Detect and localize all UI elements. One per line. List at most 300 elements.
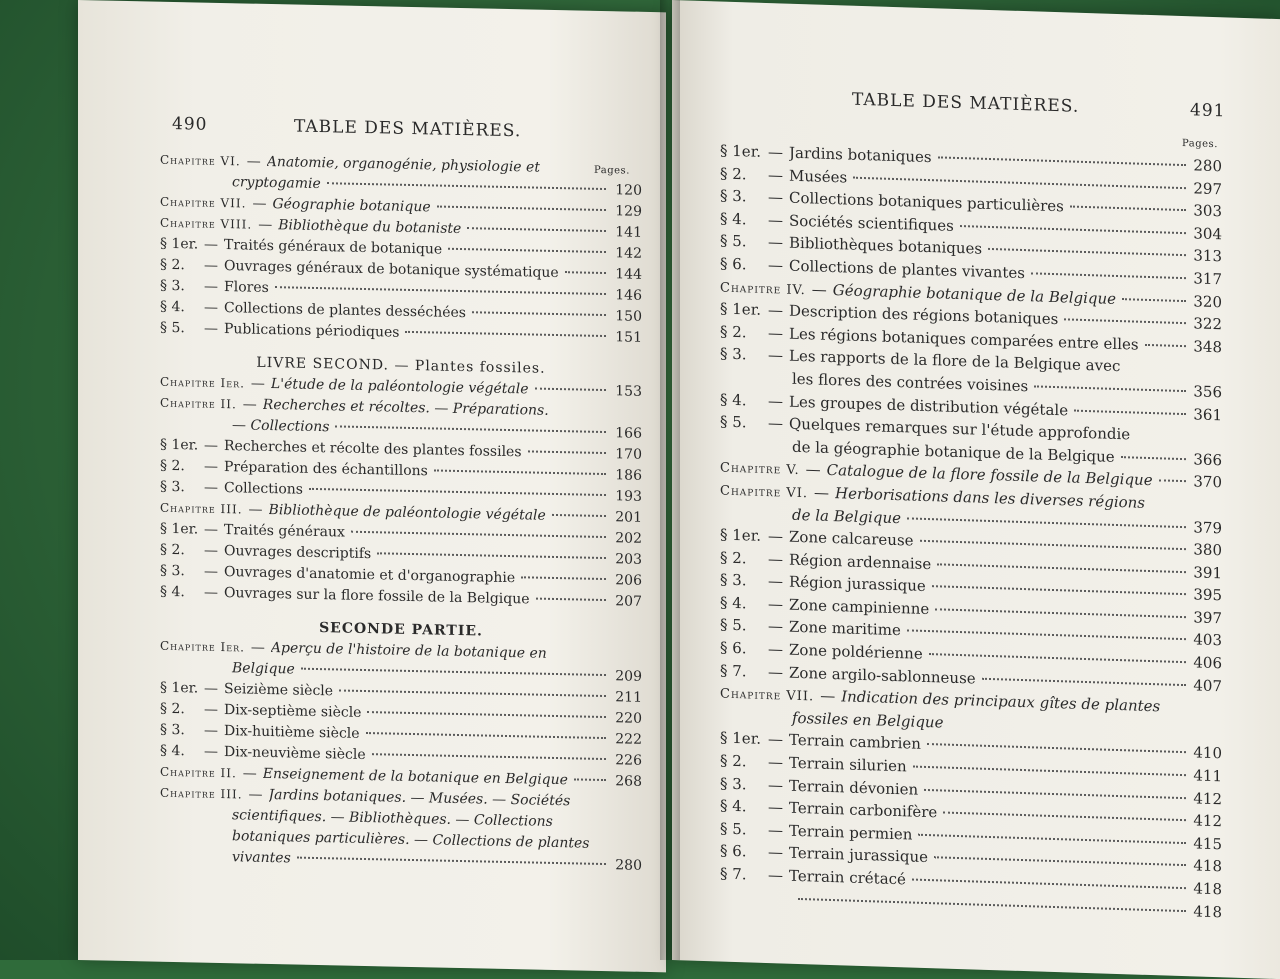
entry-page-number: 403 xyxy=(1192,631,1222,650)
section-number: § 1er. xyxy=(720,526,768,546)
section-number: § 4. xyxy=(720,797,768,817)
entry-label: Collections xyxy=(224,480,303,498)
entry-page-number xyxy=(612,827,642,828)
dot-leader xyxy=(924,789,1186,799)
chapter-number: Chapitre III. xyxy=(160,501,249,517)
entry-label: Région ardennaise xyxy=(789,550,931,572)
entry-label: Flores xyxy=(224,279,269,296)
dot-leader xyxy=(929,653,1186,663)
entry-dash: — xyxy=(243,396,263,412)
dot-leader xyxy=(553,654,606,655)
entry-dash: — xyxy=(768,188,789,207)
entry-dash: — xyxy=(204,564,224,580)
entry-label: Zone poldérienne xyxy=(789,641,923,663)
entry-label: Dix-septième siècle xyxy=(224,702,361,721)
dot-leader xyxy=(528,450,606,454)
entry-page-number: 415 xyxy=(1192,834,1222,853)
dot-leader xyxy=(521,576,606,580)
entry-label: Collections de plantes desséchées xyxy=(224,300,466,321)
dot-leader xyxy=(1070,206,1186,212)
section-number: § 7. xyxy=(720,865,768,885)
entry-page-number: 395 xyxy=(1192,586,1222,605)
toc-heading-text: SECONDE PARTIE. xyxy=(319,620,483,639)
entry-dash: — xyxy=(768,233,789,252)
dot-leader xyxy=(960,225,1186,234)
section-number: § 7. xyxy=(720,661,768,681)
entry-label: Catalogue de la flore fossile de la Belgique xyxy=(827,461,1153,489)
dot-leader xyxy=(559,822,606,823)
entry-page-number: 297 xyxy=(1192,179,1222,198)
entry-label: Recherches et récolte des plantes fossiles xyxy=(224,438,522,460)
dot-leader xyxy=(920,540,1186,550)
chapter-number: Chapitre VI. xyxy=(160,153,247,169)
section-number: § 2. xyxy=(160,458,204,475)
chapter-number: Chapitre Ier. xyxy=(160,639,251,655)
entry-label: de la Belgique xyxy=(720,503,901,527)
entry-label: Traités généraux xyxy=(224,522,345,541)
dot-leader xyxy=(1159,480,1186,483)
entry-page-number: 120 xyxy=(612,182,642,199)
entry-dash: — xyxy=(768,866,789,885)
dot-leader xyxy=(1121,456,1186,460)
entry-page-number: 407 xyxy=(1192,676,1222,695)
dot-leader xyxy=(913,766,1186,777)
entry-page-number: 410 xyxy=(1192,744,1222,763)
entry-page-number: 418 xyxy=(1192,902,1222,921)
entry-page-number: 303 xyxy=(1192,202,1222,221)
section-number: § 1er. xyxy=(720,729,768,749)
dot-leader xyxy=(982,677,1186,685)
entry-dash: — xyxy=(204,702,224,718)
entry-page-number xyxy=(612,806,642,807)
entry-page-number: 418 xyxy=(1192,879,1222,898)
entry-page-number: 142 xyxy=(612,245,642,262)
entry-dash: — xyxy=(768,301,789,320)
entry-label: — Collections xyxy=(160,416,329,436)
section-number: § 1er. xyxy=(160,437,204,454)
book-gutter xyxy=(660,0,680,960)
entry-dash: — xyxy=(768,256,789,275)
entry-label: Collections botaniques particulières xyxy=(789,189,1064,216)
entry-dash: — xyxy=(243,765,263,781)
entry-dash: — xyxy=(768,640,789,659)
entry-dash: — xyxy=(768,730,789,749)
entry-label: Sociétés scientifiques xyxy=(789,211,954,234)
right-pages-label: Pages. xyxy=(1182,138,1218,150)
dot-leader xyxy=(565,271,606,274)
entry-page-number: 220 xyxy=(612,710,642,727)
section-number: § 2. xyxy=(720,752,768,772)
dot-leader xyxy=(275,286,606,295)
dot-leader xyxy=(1136,436,1186,438)
dot-leader xyxy=(927,743,1186,753)
dot-leader xyxy=(935,608,1186,618)
entry-page-number xyxy=(612,416,642,417)
entry-page-number: 201 xyxy=(612,509,642,526)
entry-dash: — xyxy=(768,527,789,546)
section-number: § 2. xyxy=(160,701,204,718)
left-page xyxy=(78,0,666,972)
entry-label: vivantes xyxy=(160,848,291,867)
entry-page-number: 209 xyxy=(612,668,642,685)
entry-dash: — xyxy=(249,502,269,518)
entry-page-number: 150 xyxy=(612,308,642,325)
chapter-number: Chapitre III. xyxy=(160,786,249,802)
section-number: § 3. xyxy=(720,774,768,794)
entry-page-number: 304 xyxy=(1192,224,1222,243)
dot-leader xyxy=(367,711,606,718)
entry-label: Indication des principaux gîtes de plantes xyxy=(841,688,1160,716)
dot-leader xyxy=(1034,385,1186,392)
entry-dash: — xyxy=(768,346,789,365)
entry-dash: — xyxy=(204,585,224,601)
entry-dash: — xyxy=(247,154,267,170)
entry-page-number xyxy=(1192,509,1222,510)
entry-page-number: 361 xyxy=(1192,405,1222,424)
dot-leader xyxy=(467,227,606,232)
dot-leader xyxy=(932,585,1186,595)
entry-dash: — xyxy=(768,798,789,817)
chapter-number: Chapitre VII. xyxy=(720,687,820,705)
dot-leader xyxy=(339,689,606,697)
entry-page-number: 186 xyxy=(612,467,642,484)
entry-dash: — xyxy=(814,483,835,502)
entry-label: Bibliothèques botaniques xyxy=(789,234,982,258)
entry-dash: — xyxy=(204,237,224,253)
entry-page-number: 313 xyxy=(1192,247,1222,266)
chapter-number: Chapitre VIII. xyxy=(160,216,258,232)
dot-leader xyxy=(301,668,606,676)
entry-page-number: 202 xyxy=(612,530,642,547)
entry-page-number: 412 xyxy=(1192,812,1222,831)
dot-leader xyxy=(1151,504,1186,505)
right-toc-list xyxy=(720,142,1222,926)
dot-leader xyxy=(552,514,606,517)
dot-leader xyxy=(366,732,606,739)
left-pages-label: Pages. xyxy=(594,165,630,177)
entry-dash: — xyxy=(251,376,271,392)
entry-label: L'étude de la paléontologie végétale xyxy=(271,376,529,397)
entry-page-number: 379 xyxy=(1192,518,1222,537)
section-number: § 3. xyxy=(160,479,204,496)
section-number: § 5. xyxy=(720,413,768,433)
section-number: § 5. xyxy=(720,616,768,636)
chapter-number: Chapitre VI. xyxy=(720,483,814,501)
dot-leader xyxy=(546,168,606,169)
entry-label: Terrain cambrien xyxy=(789,731,921,753)
dot-leader xyxy=(437,206,606,212)
entry-page-number xyxy=(612,659,642,660)
entry-label: Traités généraux de botanique xyxy=(224,237,442,258)
section-number: § 2. xyxy=(720,322,768,342)
chapter-number: Chapitre II. xyxy=(160,396,243,412)
entry-label: Zone argilo-sablonneuse xyxy=(789,663,976,687)
dot-leader xyxy=(798,898,1186,912)
dot-leader xyxy=(472,311,606,316)
section-number: § 4. xyxy=(160,584,204,601)
entry-label: Ouvrages d'anatomie et d'organographie xyxy=(224,564,515,586)
section-number: § 2. xyxy=(720,548,768,568)
section-number: § 1er. xyxy=(160,236,204,253)
entry-label: Ouvrages descriptifs xyxy=(224,543,371,562)
dot-leader xyxy=(943,812,1186,822)
dot-leader xyxy=(907,517,1186,528)
toc-heading-text: LIVRE SECOND. — Plantes fossiles. xyxy=(256,355,545,377)
entry-label: Géographie botanique de la Belgique xyxy=(833,281,1116,308)
chapter-number: Chapitre VII. xyxy=(160,195,252,211)
entry-page-number: 206 xyxy=(612,572,642,589)
dot-leader xyxy=(1166,708,1186,709)
entry-dash: — xyxy=(204,723,224,739)
entry-dash: — xyxy=(768,550,789,569)
entry-dash: — xyxy=(204,321,224,337)
entry-label: Dix-huitième siècle xyxy=(224,723,360,742)
section-number: § 5. xyxy=(720,819,768,839)
section-number: § 3. xyxy=(720,187,768,207)
section-number: § 3. xyxy=(160,278,204,295)
entry-label: Anatomie, organogénie, physiologie et xyxy=(267,154,540,176)
dot-leader xyxy=(938,156,1186,166)
dot-leader xyxy=(327,182,606,190)
chapter-number: Chapitre II. xyxy=(160,765,243,781)
entry-page-number: 322 xyxy=(1192,314,1222,333)
dot-leader xyxy=(1064,318,1186,324)
entry-label: Terrain permien xyxy=(789,821,912,843)
entry-page-number: 280 xyxy=(1192,156,1222,175)
entry-page-number: 268 xyxy=(612,773,642,790)
section-number: § 4. xyxy=(720,593,768,613)
dot-leader xyxy=(907,630,1186,641)
section-number: § 4. xyxy=(160,743,204,760)
entry-label: Recherches et récoltes. — Préparations. xyxy=(263,397,549,419)
entry-page-number: 412 xyxy=(1192,789,1222,808)
section-number: § 4. xyxy=(720,390,768,410)
entry-label: scientifiques. — Bibliothèques. — Collections xyxy=(160,806,553,830)
entry-page-number xyxy=(1192,713,1222,714)
entry-label: de la géographie botanique de la Belgique xyxy=(720,435,1115,465)
entry-page-number: 226 xyxy=(612,752,642,769)
section-number: § 6. xyxy=(720,842,768,862)
entry-dash: — xyxy=(204,681,224,697)
entry-label: Terrain jurassique xyxy=(789,844,928,866)
dot-leader xyxy=(372,753,606,760)
dot-leader xyxy=(1031,272,1186,279)
entry-label: Belgique xyxy=(160,659,295,678)
dot-leader xyxy=(1145,344,1186,347)
entry-label: Bibliothèque de paléontologie végétale xyxy=(269,502,546,524)
entry-label: cryptogamie xyxy=(160,173,321,192)
entry-label: Jardins botaniques. — Musées. — Sociétés xyxy=(269,787,571,809)
entry-label: Les régions botaniques comparées entre elles xyxy=(789,324,1139,353)
entry-label: Zone calcareuse xyxy=(789,528,914,550)
entry-dash: — xyxy=(768,617,789,636)
entry-dash: — xyxy=(768,143,789,162)
dot-leader xyxy=(918,834,1186,844)
entry-dash: — xyxy=(768,843,789,862)
entry-dash: — xyxy=(204,300,224,316)
entry-dash: — xyxy=(768,414,789,433)
right-page xyxy=(672,0,1280,979)
entry-dash: — xyxy=(204,543,224,559)
entry-page-number: 317 xyxy=(1192,269,1222,288)
entry-label: Dix-neuvième siècle xyxy=(224,744,366,763)
chapter-number: Chapitre IV. xyxy=(720,280,812,298)
entry-label: Zone campinienne xyxy=(789,596,929,618)
entry-page-number xyxy=(612,848,642,849)
dot-leader xyxy=(377,552,606,559)
entry-label: Ouvrages sur la flore fossile de la Belgique xyxy=(224,585,530,607)
right-page-number: 491 xyxy=(1190,100,1225,121)
entry-page-number: 141 xyxy=(612,224,642,241)
entry-page-number: 144 xyxy=(612,266,642,283)
entry-label xyxy=(720,901,792,903)
entry-dash: — xyxy=(812,280,833,299)
dot-leader xyxy=(988,248,1186,256)
entry-dash: — xyxy=(768,663,789,682)
entry-dash: — xyxy=(768,211,789,230)
dot-leader xyxy=(297,857,606,865)
entry-label: Musées xyxy=(789,166,847,186)
entry-page-number: 356 xyxy=(1192,382,1222,401)
section-number: § 2. xyxy=(160,542,204,559)
entry-dash: — xyxy=(204,438,224,454)
entry-page-number xyxy=(612,173,642,174)
section-number: § 1er. xyxy=(160,521,204,538)
entry-page-number xyxy=(1192,374,1222,375)
dot-leader xyxy=(351,531,606,538)
dot-leader xyxy=(949,724,1186,731)
entry-page-number: 222 xyxy=(612,731,642,748)
entry-page-number: 280 xyxy=(612,857,642,874)
dot-leader xyxy=(405,331,606,337)
entry-page-number: 170 xyxy=(612,446,642,463)
entry-dash: — xyxy=(820,687,841,706)
entry-page-number: 391 xyxy=(1192,563,1222,582)
entry-label: Seizième siècle xyxy=(224,681,333,699)
dot-leader xyxy=(912,879,1186,890)
entry-label: Description des régions botaniques xyxy=(789,302,1058,328)
entry-label: fossiles en Belgique xyxy=(720,706,943,731)
entry-page-number xyxy=(1192,441,1222,442)
dot-leader xyxy=(934,857,1186,867)
entry-label: Les rapports de la flore de la Belgique avec xyxy=(789,347,1120,375)
entry-page-number: 320 xyxy=(1192,292,1222,311)
dot-leader xyxy=(574,778,606,781)
entry-page-number: 380 xyxy=(1192,540,1222,559)
entry-label: Ouvrages généraux de botanique systématique xyxy=(224,258,559,281)
section-number: § 1er. xyxy=(160,680,204,697)
entry-page-number: 418 xyxy=(1192,857,1222,876)
section-number: § 4. xyxy=(160,299,204,316)
entry-label: Collections de plantes vivantes xyxy=(789,257,1025,282)
dot-leader xyxy=(309,488,606,496)
entry-dash: — xyxy=(204,459,224,475)
section-number: § 3. xyxy=(720,571,768,591)
entry-dash: — xyxy=(204,744,224,760)
entry-dash: — xyxy=(768,324,789,343)
entry-label: Zone maritime xyxy=(789,618,901,640)
section-number: § 4. xyxy=(720,209,768,229)
entry-dash: — xyxy=(204,258,224,274)
section-number: § 6. xyxy=(720,254,768,274)
section-number: § 2. xyxy=(160,257,204,274)
dot-leader xyxy=(1122,298,1186,302)
entry-label: botaniques particulières. — Collections de plantes xyxy=(160,827,589,852)
entry-page-number: 211 xyxy=(612,689,642,706)
section-number: § 5. xyxy=(160,320,204,337)
left-toc-list xyxy=(160,152,642,879)
entry-label: Bibliothèque du botaniste xyxy=(278,217,461,237)
section-number: § 1er. xyxy=(720,300,768,320)
entry-label: les flores des contrées voisines xyxy=(720,367,1028,395)
section-number: § 3. xyxy=(720,345,768,365)
dot-leader xyxy=(555,411,606,412)
entry-page-number: 193 xyxy=(612,488,642,505)
entry-page-number: 397 xyxy=(1192,608,1222,627)
dot-leader xyxy=(1074,409,1186,415)
section-number: § 6. xyxy=(720,639,768,659)
entry-label: Les groupes de distribution végétale xyxy=(789,392,1068,419)
entry-page-number: 203 xyxy=(612,551,642,568)
entry-label: Aperçu de l'histoire de la botanique en xyxy=(271,640,547,662)
entry-page-number: 411 xyxy=(1192,766,1222,785)
entry-dash: — xyxy=(251,640,271,656)
entry-page-number: 151 xyxy=(612,329,642,346)
entry-dash: — xyxy=(258,217,278,233)
entry-dash: — xyxy=(768,392,789,411)
left-page-title: TABLE DES MATIÈRES. xyxy=(294,117,521,142)
dot-leader xyxy=(937,563,1186,573)
dot-leader xyxy=(1126,368,1186,370)
entry-page-number: 146 xyxy=(612,287,642,304)
entry-page-number: 406 xyxy=(1192,653,1222,672)
dot-leader xyxy=(536,598,606,601)
section-number: § 2. xyxy=(720,164,768,184)
section-number: § 5. xyxy=(720,232,768,252)
entry-dash: — xyxy=(204,279,224,295)
entry-page-number: 366 xyxy=(1192,450,1222,469)
entry-page-number: 348 xyxy=(1192,337,1222,356)
entry-page-number: 129 xyxy=(612,203,642,220)
dot-leader xyxy=(335,425,606,433)
entry-label: Enseignement de la botanique en Belgique xyxy=(263,766,568,788)
entry-label: Géographie botanique xyxy=(272,196,430,215)
section-number: § 1er. xyxy=(720,142,768,162)
entry-dash: — xyxy=(204,480,224,496)
entry-dash: — xyxy=(768,595,789,614)
entry-label: Publications périodiques xyxy=(224,321,399,341)
entry-page-number: 166 xyxy=(612,425,642,442)
right-page-title: TABLE DES MATIÈRES. xyxy=(852,90,1079,117)
entry-dash: — xyxy=(768,776,789,795)
entry-dash: — xyxy=(768,166,789,185)
entry-page-number: 370 xyxy=(1192,473,1222,492)
entry-label: Herborisations dans les diverses régions xyxy=(835,484,1145,512)
entry-label: Terrain dévonien xyxy=(789,776,918,798)
entry-page-number xyxy=(1192,735,1222,736)
section-number: § 3. xyxy=(160,563,204,580)
entry-page-number: 207 xyxy=(612,593,642,610)
left-page-header xyxy=(78,112,666,124)
dot-leader xyxy=(853,176,1186,188)
entry-label: Jardins botaniques xyxy=(789,144,932,166)
entry-page-number: 153 xyxy=(612,383,642,400)
section-number: § 3. xyxy=(160,722,204,739)
dot-leader xyxy=(535,388,607,391)
right-page-header xyxy=(672,84,1280,103)
entry-dash: — xyxy=(204,522,224,538)
entry-label: Terrain crétacé xyxy=(789,867,906,889)
